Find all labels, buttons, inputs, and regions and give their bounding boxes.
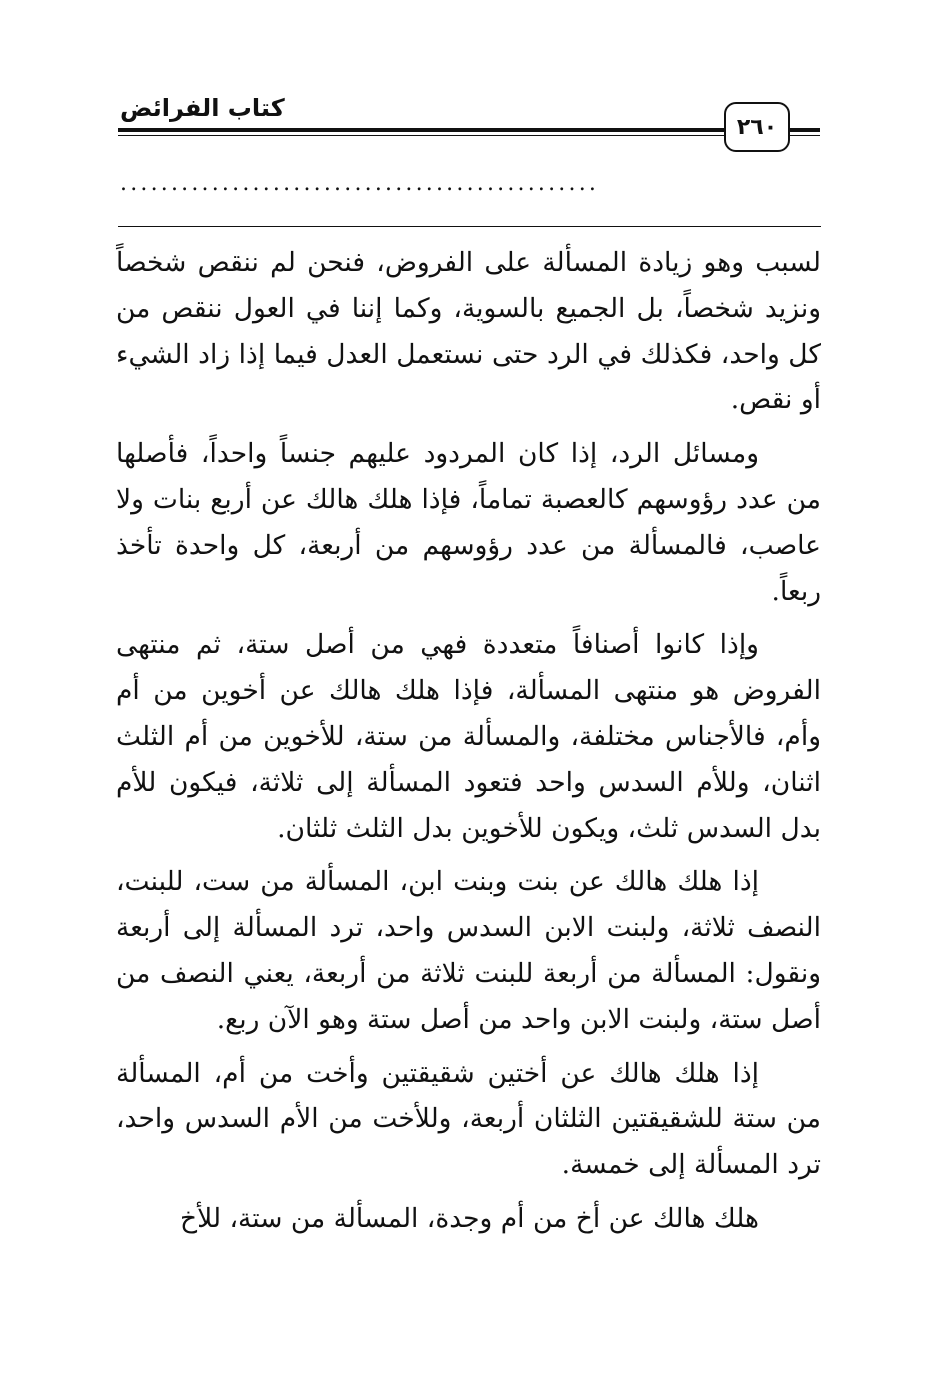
header-rule-thin: [118, 135, 820, 136]
footnote-continuation-dots: ...............................................: [120, 172, 600, 196]
paragraph-6: هلك هالك عن أخ من أم وجدة، المسألة من ستة، للأخ: [180, 1202, 759, 1234]
paragraph-3: وإذا كانوا أصنافاً متعددة فهي من أصل ستة، ثم منتهى الفروض هو منتهى المسألة، فإذا هلك هالك عن أخوين من أم وأم، فالأجناس مختلفة، والمسألة من ستة، للأخوين من أم الثلث اثنان، وللأم السدس واحد فتعود المسألة إلى ثلاثة، فيكون للأم بدل السدس ثلث، ويكون للأخوين بدل الثلث ثلثان.: [116, 629, 821, 844]
paragraph-2: ومسائل الرد، إذا كان المردود عليهم جنساً واحداً، فأصلها من عدد رؤوسهم كالعصبة تماماً، فإذا هلك هالك عن أربع بنات ولا عاصب، فالمسألة من عدد رؤوسهم من أربعة، كل واحدة تأخذ ربعاً.: [116, 438, 821, 607]
paragraph-4: إذا هلك هالك عن بنت وبنت ابن، المسألة من ست، للبنت، النصف ثلاثة، ولبنت الابن السدس واحد، ترد المسألة إلى أربعة ونقول: المسألة من أربعة للبنت ثلاثة من أربعة، يعني النصف من أصل ستة، ولبنت الابن واحد من أصل ستة وهو الآن ربع.: [116, 866, 821, 1035]
footnote-separator: [118, 226, 821, 227]
page-header: [118, 88, 820, 148]
paragraph-5: إذا هلك هالك عن أختين شقيقتين وأخت من أم، المسألة من ستة للشقيقتين الثلثان أربعة، وللأخت من الأم السدس واحد، ترد المسألة إلى خمسة.: [116, 1057, 821, 1181]
book-title: كتاب الفرائض: [120, 94, 285, 122]
page-number: ٢٦٠: [724, 102, 790, 152]
paragraph-1: لسبب وهو زيادة المسألة على الفروض، فنحن لم ننقص شخصاً ونزيد شخصاً، بل الجميع بالسوية، وكما إننا في العول ننقص من كل واحد، فكذلك في الرد حتى نستعمل العدل فيما إذا زاد الشيء أو نقص.: [116, 247, 821, 416]
header-rule-thick: [118, 128, 820, 132]
body-text: [116, 240, 821, 1242]
